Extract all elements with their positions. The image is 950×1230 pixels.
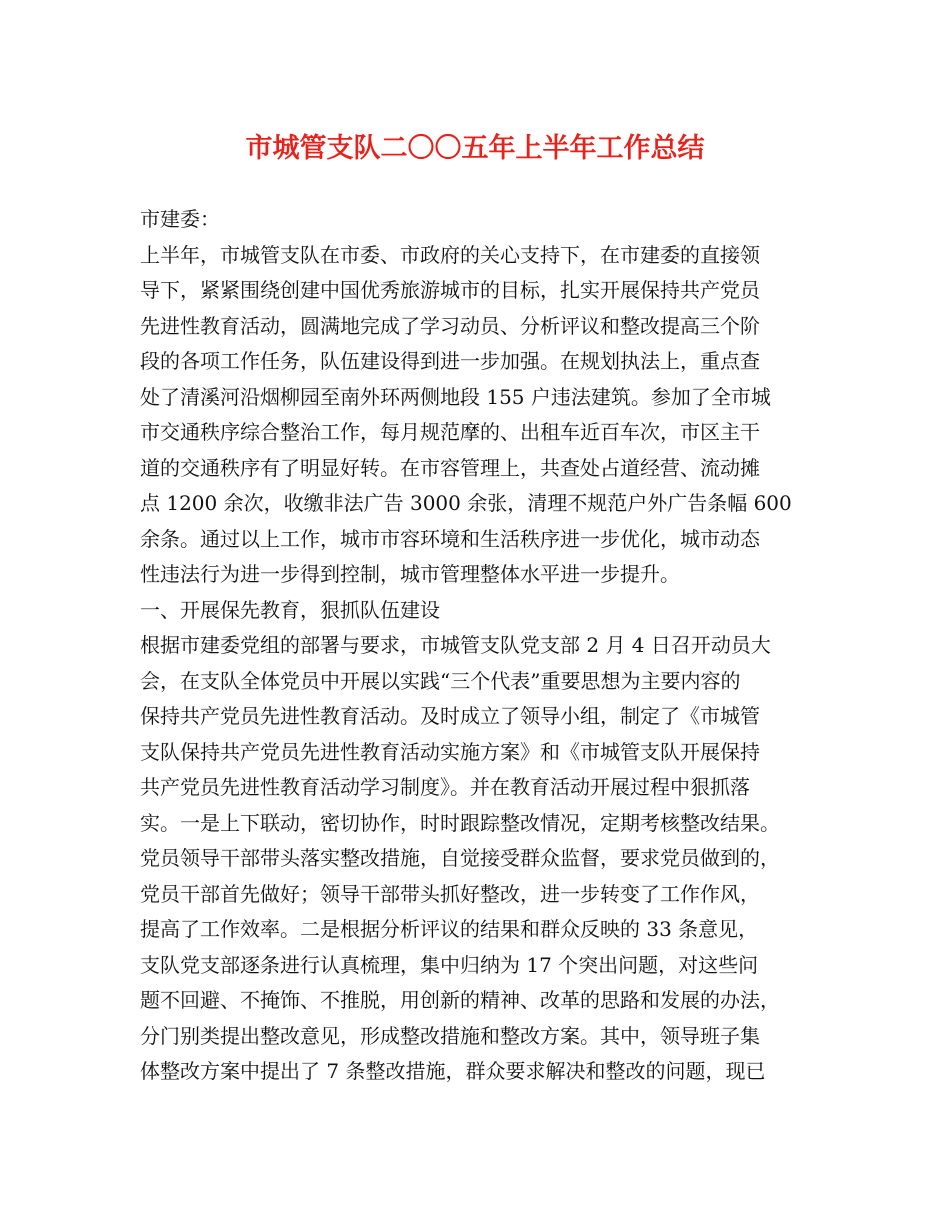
body-line: 段的各项工作任务，队伍建设得到进一步加强。在规划执法上，重点查: [140, 349, 760, 373]
body-line: 点 1200 余次，收缴非法广告 3000 余张，清理不规范户外广告条幅 600: [140, 491, 792, 515]
body-line: 提高了工作效率。二是根据分析评议的结果和群众反映的 33 条意见，: [140, 917, 759, 941]
body-line: 余条。通过以上工作，城市市容环境和生活秩序进一步优化，城市动态: [140, 526, 760, 551]
body-line: 道的交通秩序有了明显好转。在市容管理上，共查处占道经营、流动摊: [140, 455, 760, 480]
body-line: 分门别类提出整改意见，形成整改措施和整改方案。其中，领导班子集: [140, 1023, 760, 1048]
body-line: 市交通秩序综合整治工作，每月规范摩的、出租车近百车次，市区主干: [140, 420, 760, 444]
body-line: 处了清溪河沿烟柳园至南外环两侧地段 155 户违法建筑。参加了全市城: [140, 384, 771, 409]
body-line: 实。一是上下联动，密切协作，时时跟踪整改情况，定期考核整改结果。: [140, 810, 780, 835]
body-line: 党员干部首先做好；领导干部带头抓好整改，进一步转变了工作作风，: [140, 881, 760, 906]
body-line: 题不回避、不掩饰、不推脱，用创新的精神、改革的思路和发展的办法，: [140, 988, 780, 1012]
body-line: 根据市建委党组的部署与要求，市城管支队党支部 2 月 4 日召开动员大: [140, 633, 771, 657]
body-line: 共产党员先进性教育活动学习制度》。并在教育活动开展过程中狠抓落: [140, 775, 750, 799]
document-body: [140, 202, 830, 1090]
body-line: 导下，紧紧围绕创建中国优秀旅游城市的目标，扎实开展保持共产党员: [140, 278, 760, 302]
body-line: 先进性教育活动，圆满地完成了学习动员、分析评议和整改提高三个阶: [140, 313, 760, 338]
section-heading: 一、开展保先教育，狠抓队伍建设: [140, 597, 440, 622]
body-line: 会，在支队全体党员中开展以实践“三个代表”重要思想为主要内容的: [140, 668, 741, 693]
body-line: 体整改方案中提出了 7 条整改措施，群众要求解决和整改的问题，现已: [140, 1059, 766, 1083]
body-line: 上半年，市城管支队在市委、市政府的关心支持下，在市建委的直接领: [140, 242, 760, 267]
body-line: 党员领导干部带头落实整改措施，自觉接受群众监督，要求党员做到的，: [140, 846, 780, 870]
body-line: 性违法行为进一步得到控制，城市管理整体水平进一步提升。: [140, 562, 680, 586]
body-line: 支队党支部逐条进行认真梳理，集中归纳为 17 个突出问题，对这些问: [140, 952, 759, 977]
body-line: 支队保持共产党员先进性教育活动实施方案》和《市城管支队开展保持: [140, 739, 760, 764]
salutation: 市建委：: [140, 207, 220, 231]
body-line: 保持共产党员先进性教育活动。及时成立了领导小组，制定了《市城管: [140, 704, 760, 728]
document-title: 市城管支队二〇〇五年上半年工作总结: [245, 133, 705, 164]
